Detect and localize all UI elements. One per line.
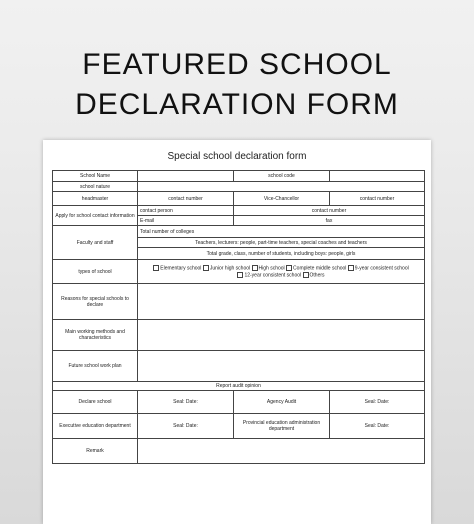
label-vice-chancellor: Vice-Chancellor [234, 192, 330, 206]
checkbox-icon [237, 272, 243, 278]
label-teachers: Teachers, lecturers: people, part-time teachers, special coaches and teachers [138, 238, 425, 248]
types-options [138, 260, 425, 284]
option-elementary[interactable]: Elementary school [153, 265, 201, 271]
label-future-plan: Future school work plan [53, 351, 138, 382]
seal-date-declare: Seal: Date: [138, 391, 234, 414]
checkbox-icon [153, 265, 159, 271]
label-remark: Remark [53, 439, 138, 464]
checkbox-icon [286, 265, 292, 271]
checkbox-icon [303, 272, 309, 278]
hero-title-line1: FEATURED SCHOOL [82, 48, 392, 81]
label-headmaster-contact: contact number [138, 192, 234, 206]
label-fax: fax [234, 216, 425, 226]
option-high[interactable]: High school [252, 265, 285, 271]
label-provincial-dept: Provincial education administration department [234, 414, 330, 439]
label-types: types of school [53, 260, 138, 284]
option-12-year[interactable]: 12-year consistent school [237, 272, 301, 278]
checkbox-icon [203, 265, 209, 271]
seal-date-exec: Seal: Date: [138, 414, 234, 439]
label-declare-school: Declare school [53, 391, 138, 414]
option-complete-middle[interactable]: Complete middle school [286, 265, 346, 271]
field-school-nature[interactable] [138, 182, 425, 192]
label-contact-number: contact number [234, 206, 425, 216]
label-agency-audit: Agency Audit [234, 391, 330, 414]
label-exec-dept: Executive education department [53, 414, 138, 439]
field-remark[interactable] [138, 439, 425, 464]
checkbox-icon [348, 265, 354, 271]
label-email-sign: E-mail [138, 216, 234, 226]
option-junior-high[interactable]: Junior high school [203, 265, 250, 271]
label-contact-person: contact person [138, 206, 234, 216]
field-future-plan[interactable] [138, 351, 425, 382]
label-school-name: School Name [53, 171, 138, 182]
field-school-name[interactable] [138, 171, 234, 182]
field-school-code[interactable] [330, 171, 425, 182]
checkbox-icon [252, 265, 258, 271]
seal-date-agency: Seal: Date: [330, 391, 425, 414]
label-reasons: Reasons for special schools to declare [53, 284, 138, 320]
label-school-nature: school nature [53, 182, 138, 192]
label-vice-contact: contact number [330, 192, 425, 206]
label-headmaster: headmaster [53, 192, 138, 206]
label-apply-contact: Apply for school contact information [53, 206, 138, 226]
label-audit-opinion: Report audit opinion [53, 382, 425, 391]
option-others[interactable]: Others [303, 272, 325, 278]
label-total-colleges: Total number of colleges [138, 226, 425, 238]
field-reasons[interactable] [138, 284, 425, 320]
option-9-year[interactable]: 9-year consistent school [348, 265, 409, 271]
label-school-code: school code [234, 171, 330, 182]
hero-banner [0, 0, 474, 138]
label-methods: Main working methods and characteristics [53, 320, 138, 351]
declaration-table [52, 170, 425, 464]
form-document [43, 140, 431, 524]
hero-title-line2: DECLARATION FORM [75, 88, 399, 121]
field-methods[interactable] [138, 320, 425, 351]
label-total-grade: Total grade, class, number of students, including boys: people, girls [138, 248, 425, 260]
label-faculty: Faculty and staff [53, 226, 138, 260]
seal-date-provincial: Seal: Date: [330, 414, 425, 439]
form-title: Special school declaration form [167, 151, 307, 162]
